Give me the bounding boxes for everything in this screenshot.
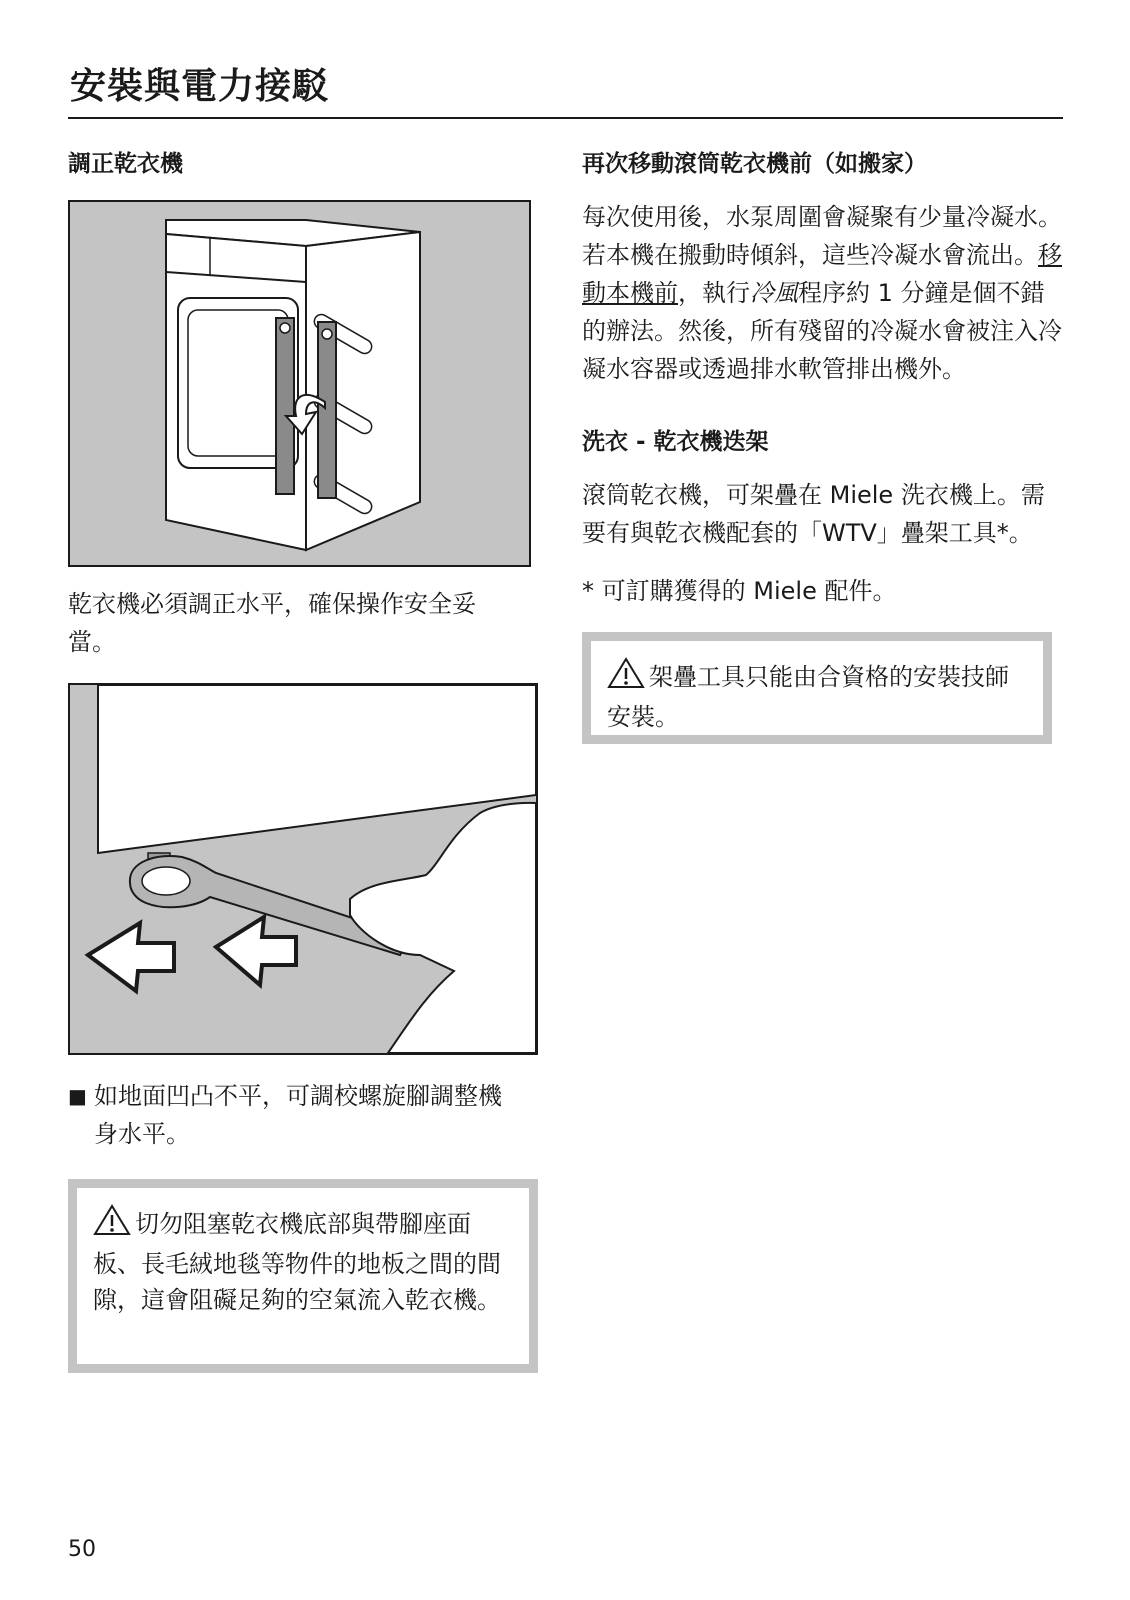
leveling-text: 乾衣機必須調正水平，確保操作安全妥當。: [68, 590, 476, 656]
title-divider: [68, 117, 1063, 119]
moving-text-part2: ，執行: [678, 279, 750, 307]
moving-text-underline: 移動本機前: [582, 241, 1062, 307]
warning-triangle-icon: [93, 1204, 131, 1246]
moving-text-part3: 程序約 1 分鐘是個不錯的辦法。然後，所有殘留的冷凝水會被注入冷凝水容器或透過排水軟管排出機外。: [582, 279, 1062, 383]
left-column: [68, 148, 548, 1373]
warning-box-stacking: [582, 632, 1052, 744]
dryer-figure: [68, 200, 531, 567]
warning-triangle-icon: [607, 657, 645, 699]
warning-text-airflow: 切勿阻塞乾衣機底部與帶腳座面板、長毛絨地毯等物件的地板之間的間隙，這會阻礙足夠的空氣流入乾衣機。: [93, 1210, 501, 1314]
stacking-text: 滾筒乾衣機，可架疊在 Miele 洗衣機上。需要有與乾衣機配套的「WTV」疊架工具*。: [582, 481, 1045, 547]
right-column: [582, 148, 1077, 744]
moving-text-italic: 冷風: [750, 279, 798, 307]
section-title-moving: 再次移動滾筒乾衣機前（如搬家）: [582, 151, 927, 177]
bullet-text: 如地面凹凸不平，可調校螺旋腳調整機身水平。: [94, 1082, 502, 1148]
moving-text: [582, 198, 1062, 388]
wrench-illustration: [70, 685, 536, 1053]
section-title-leveling: 調正乾衣機: [68, 151, 183, 177]
footnote: * 可訂購獲得的 Miele 配件。: [582, 577, 897, 605]
page-number: 50: [68, 1537, 96, 1562]
page-title: 安裝與電力接駁: [70, 66, 330, 107]
moving-text-part1: 每次使用後，水泵周圍會凝聚有少量冷凝水。若本機在搬動時傾斜，這些冷凝水會流出。: [582, 203, 1062, 269]
bullet-item: [68, 1077, 518, 1153]
warning-box-airflow: [68, 1179, 538, 1373]
wrench-figure: [68, 683, 538, 1055]
bullet-square: ■: [68, 1084, 87, 1108]
dryer-illustration: [70, 202, 529, 565]
warning-text-stacking: 架疊工具只能由合資格的安裝技師安裝。: [607, 663, 1009, 731]
section-title-stacking: 洗衣 - 乾衣機迭架: [582, 429, 769, 455]
